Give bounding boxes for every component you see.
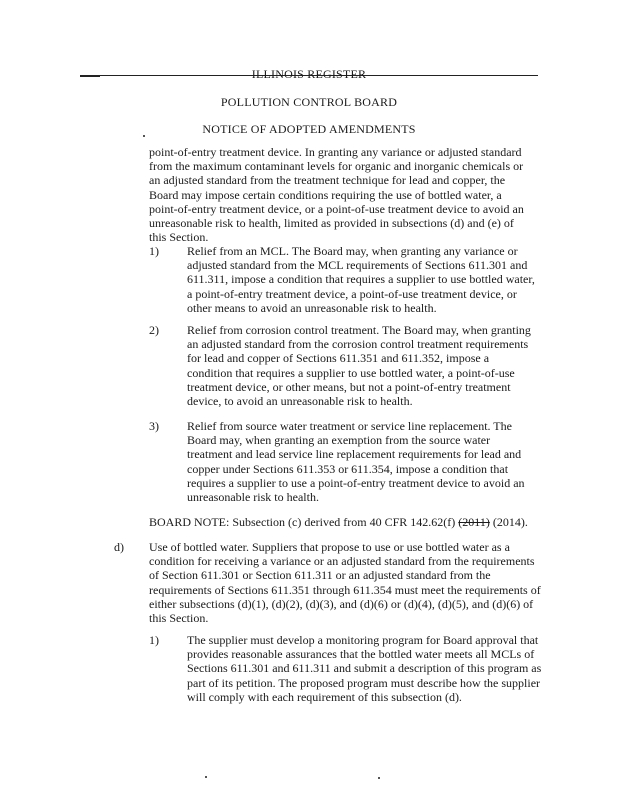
- struck-citation-year: (2011): [458, 515, 490, 529]
- board-note-year: (2014).: [489, 515, 528, 529]
- item-text: Relief from corrosion control treatment. The Board may, when granting an adjusted standard from the corrosion control treatment requirements for lead and copper of Sections 611.351 and 611.352, impose a condition that requires a supplier to use bottled water, a point-of-use treatment device, or other means, but not a point-of-entry treatment device, to avoid an unreasonable risk to health.: [187, 323, 531, 409]
- register-title: ILLINOIS REGISTER: [251, 67, 367, 81]
- section-d-item-text: The supplier must develop a monitoring program for Board approval that provides reasonable assurances that the bottled water meets all MCLs of Sections 611.301 and 611.311 and submit a description of this program as part of its petition. The proposed program must describe how the supplier will comply with each requirement of this subsection (d).: [187, 633, 542, 704]
- board-title: POLLUTION CONTROL BOARD: [220, 95, 398, 109]
- scan-speck: [205, 776, 207, 778]
- section-d-item-number: 1): [149, 633, 159, 647]
- item-number: 3): [149, 419, 159, 433]
- board-note-text: BOARD NOTE: Subsection (c) derived from 40 CFR 142.62(f): [149, 515, 459, 529]
- intro-paragraph: point-of-entry treatment device. In granting any variance or adjusted standard from the maximum contaminant levels for organic and inorganic chemicals or an adjusted standard from the treatment technique for lead and copper, the Board may impose certain conditions requiring the use of bottled water, a point-of-entry treatment device, or a point-of-use treatment device to avoid an unreasonable risk to health, limited as provided in subsections (d) and (e) of this Section.: [149, 145, 524, 245]
- notice-title: NOTICE OF ADOPTED AMENDMENTS: [202, 122, 416, 136]
- scan-speck: [143, 135, 145, 137]
- scan-speck: [378, 777, 380, 779]
- section-d-text: Use of bottled water. Suppliers that propose to use or use bottled water as a condition for receiving a variance or an adjusted standard from the requirements of Section 611.301 or Section 611.311 or an adjusted standard from the requirements of Sections 611.351 through 611.354 must meet the requirements of either subsections (d)(1), (d)(2), (d)(3), and (d)(6) or (d)(4), (d)(5), and (d)(6) of this Section.: [149, 540, 541, 626]
- board-note: [149, 515, 528, 530]
- item-number: 1): [149, 244, 159, 258]
- item-text: Relief from an MCL. The Board may, when granting any variance or adjusted standard from the MCL requirements of Sections 611.301 and 611.311, impose a condition that requires a supplier to use bottled water, a point-of-entry treatment device, a point-of-use treatment device, or other means to avoid an unreasonable risk to health.: [187, 244, 535, 315]
- item-number: 2): [149, 323, 159, 337]
- section-d-number: d): [114, 540, 124, 554]
- item-text: Relief from source water treatment or service line replacement. The Board may, when granting an exemption from the source water treatment and lead service line replacement requirements for lead and copper under Sections 611.353 or 611.354, impose a condition that requires a supplier to use a point-of-entry treatment device to avoid an unreasonable risk to health.: [187, 419, 525, 505]
